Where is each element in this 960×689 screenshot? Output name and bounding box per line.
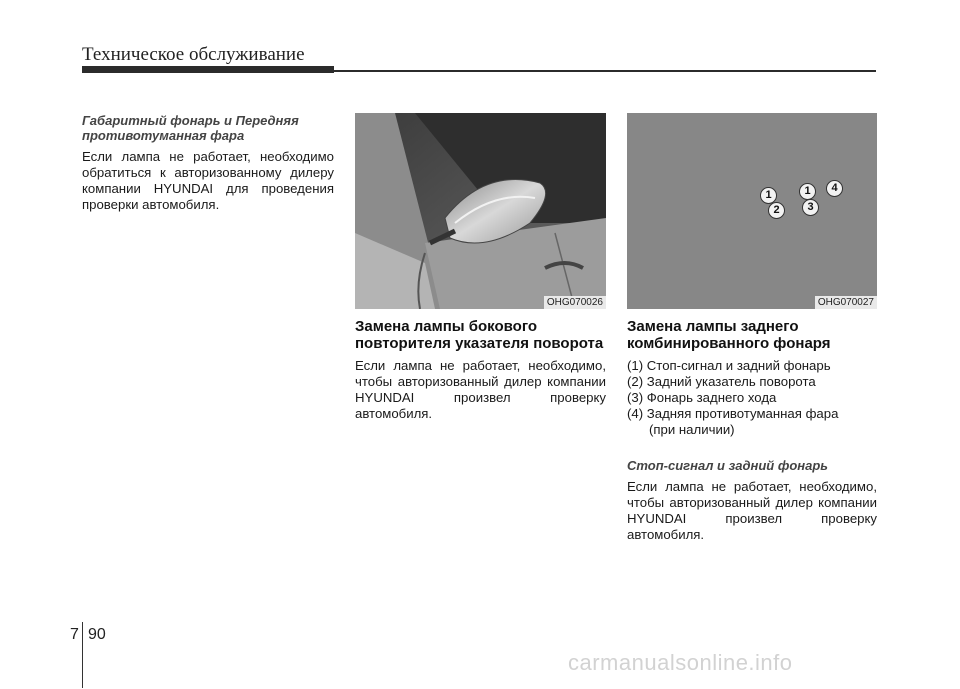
callout-1a: 1	[760, 187, 777, 204]
callout-3: 3	[802, 199, 819, 216]
parking-lamp-text: Если лампа не работает, необходимо обратиться к авторизованному дилеру компании HYUNDAI для проведения проверки автомобиля.	[82, 149, 334, 212]
bulb-item-2: (2) Задний указатель поворота	[627, 374, 816, 389]
bulb-item-4-note: (при наличии)	[649, 422, 735, 437]
right-column	[627, 318, 877, 543]
stop-tail-text: Если лампа не работает, необходимо, чтобы авторизованный дилер компании HYUNDAI произвел проверку автомобиля.	[627, 479, 877, 542]
callout-2: 2	[768, 202, 785, 219]
side-repeater-heading: Замена лампы бокового повторителя указателя поворота	[355, 318, 604, 352]
bulb-item-1: (1) Стоп-сигнал и задний фонарь	[627, 358, 831, 373]
stop-tail-heading: Стоп-сигнал и задний фонарь	[627, 458, 829, 473]
rear-lamp-photo	[627, 113, 877, 309]
section-title: Техническое обслуживание	[82, 44, 305, 65]
bulb-list	[627, 358, 877, 438]
mirror-photo-code: OHG070026	[544, 296, 606, 309]
header-rule-thick	[82, 66, 334, 73]
header-rule-thin	[334, 70, 876, 72]
rear-lamp-illustration	[627, 113, 877, 309]
mirror-illustration	[355, 113, 606, 309]
side-repeater-text: Если лампа не работает, необходимо, чтобы авторизованный дилер компании HYUNDAI произвел проверку автомобиля.	[355, 358, 606, 421]
bulb-item-3: (3) Фонарь заднего хода	[627, 390, 777, 405]
rear-combo-heading: Замена лампы заднего комбинированного фонаря	[627, 318, 831, 352]
chapter-number: 7	[70, 626, 79, 643]
page-number: 90	[88, 626, 106, 643]
callout-1b: 1	[799, 183, 816, 200]
mirror-photo	[355, 113, 606, 309]
callout-4: 4	[826, 180, 843, 197]
rear-photo-code: OHG070027	[815, 296, 877, 309]
watermark: carmanualsonline.info	[568, 650, 793, 675]
middle-column	[355, 318, 606, 422]
bulb-item-4: (4) Задняя противотуманная фара	[627, 406, 839, 421]
parking-lamp-heading: Габаритный фонарь и Передняя противотуманная фара	[82, 113, 299, 143]
page-number-divider	[82, 622, 83, 688]
left-column	[82, 113, 334, 213]
